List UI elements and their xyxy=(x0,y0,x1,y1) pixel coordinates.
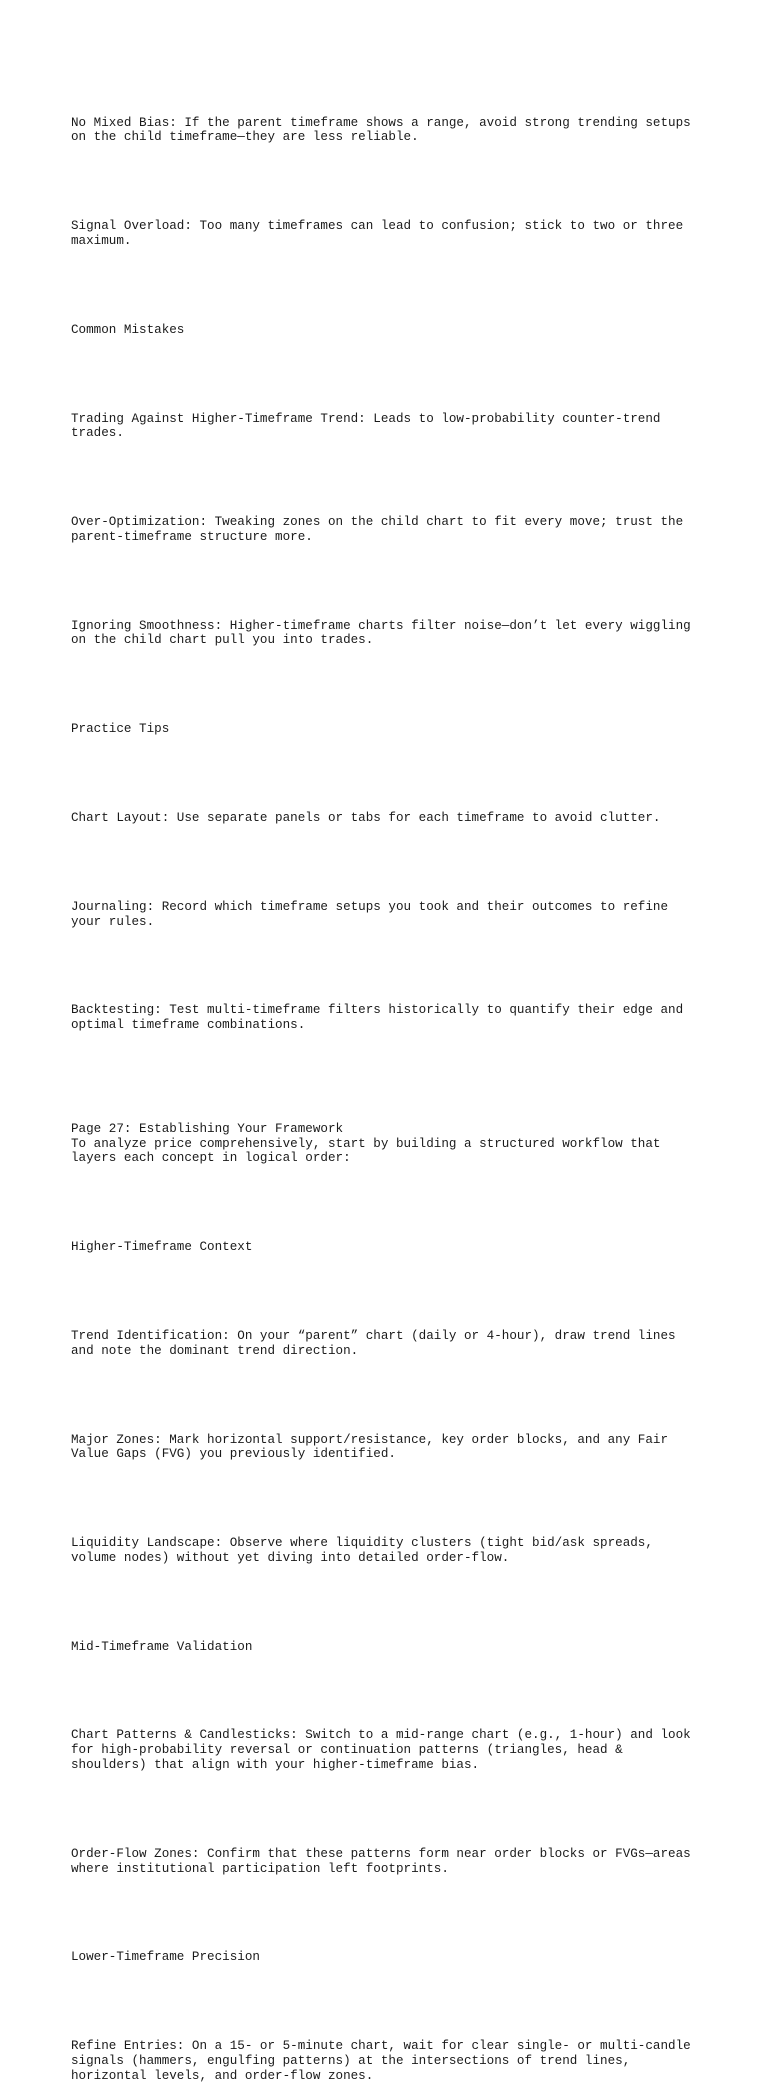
heading-common-mistakes: Common Mistakes xyxy=(71,322,185,337)
heading-mid-timeframe-validation: Mid-Timeframe Validation xyxy=(71,1639,253,1654)
paragraph-liquidity-landscape: Liquidity Landscape: Observe where liquidity clusters (tight bid/ask spreads, volume nodes) without yet diving into detailed order-flow. xyxy=(71,1536,653,1565)
paragraph-signal-overload: Signal Overload: Too many timeframes can lead to confusion; stick to two or three maximum. xyxy=(71,219,684,248)
paragraph-refine-entries: Refine Entries: On a 15- or 5-minute chart, wait for clear single- or multi-candle signals (hammers, engulfing patterns) at the intersections of trend lines, horizontal levels, and order-flow zones. xyxy=(71,2039,691,2083)
paragraph-order-flow-zones: Order-Flow Zones: Confirm that these patterns form near order blocks or FVGs—areas where institutional participation left footprints. xyxy=(71,1846,691,1876)
heading-practice-tips: Practice Tips xyxy=(71,722,170,737)
heading-lower-timeframe-precision: Lower-Timeframe Precision xyxy=(71,1950,260,1965)
paragraph-major-zones: Major Zones: Mark horizontal support/resistance, key order blocks, and any Fair Value Gaps (FVG) you previously identified. xyxy=(71,1432,669,1462)
paragraph-journaling: Journaling: Record which timeframe setups you took and their outcomes to refine your rules. xyxy=(71,899,669,929)
heading-higher-timeframe-context: Higher-Timeframe Context xyxy=(71,1240,253,1255)
paragraph-ignoring-smoothness: Ignoring Smoothness: Higher-timeframe charts filter noise—don’t let every wiggling on the child chart pull you into trades. xyxy=(71,618,691,648)
paragraph-chart-patterns: Chart Patterns & Candlesticks: Switch to a mid-range chart (e.g., 1-hour) and look for high-probability reversal or continuation patterns (triangles, head & shoulders) that align with your higher-timeframe bias. xyxy=(71,1728,691,1773)
paragraph-trading-against-trend: Trading Against Higher-Timeframe Trend: Leads to low-probability counter-trend trades. xyxy=(71,411,661,441)
document-page xyxy=(71,86,711,2098)
paragraph-no-mixed-bias: No Mixed Bias: If the parent timeframe shows a range, avoid strong trending setups on the child timeframe—they are less reliable. xyxy=(71,115,691,145)
paragraph-chart-layout: Chart Layout: Use separate panels or tabs for each timeframe to avoid clutter. xyxy=(71,811,661,826)
paragraph-trend-identification: Trend Identification: On your “parent” chart (daily or 4-hour), draw trend lines and note the dominant trend direction. xyxy=(71,1328,676,1358)
paragraph-backtesting: Backtesting: Test multi-timeframe filters historically to quantify their edge and optimal timeframe combinations. xyxy=(71,1003,684,1033)
paragraph-over-optimization: Over-Optimization: Tweaking zones on the child chart to fit every move; trust the parent-timeframe structure more. xyxy=(71,515,684,544)
section-page-27-intro: Page 27: Establishing Your Framework To analyze price comprehensively, start by building a structured workflow that layers each concept in logical order: xyxy=(71,1121,661,1166)
